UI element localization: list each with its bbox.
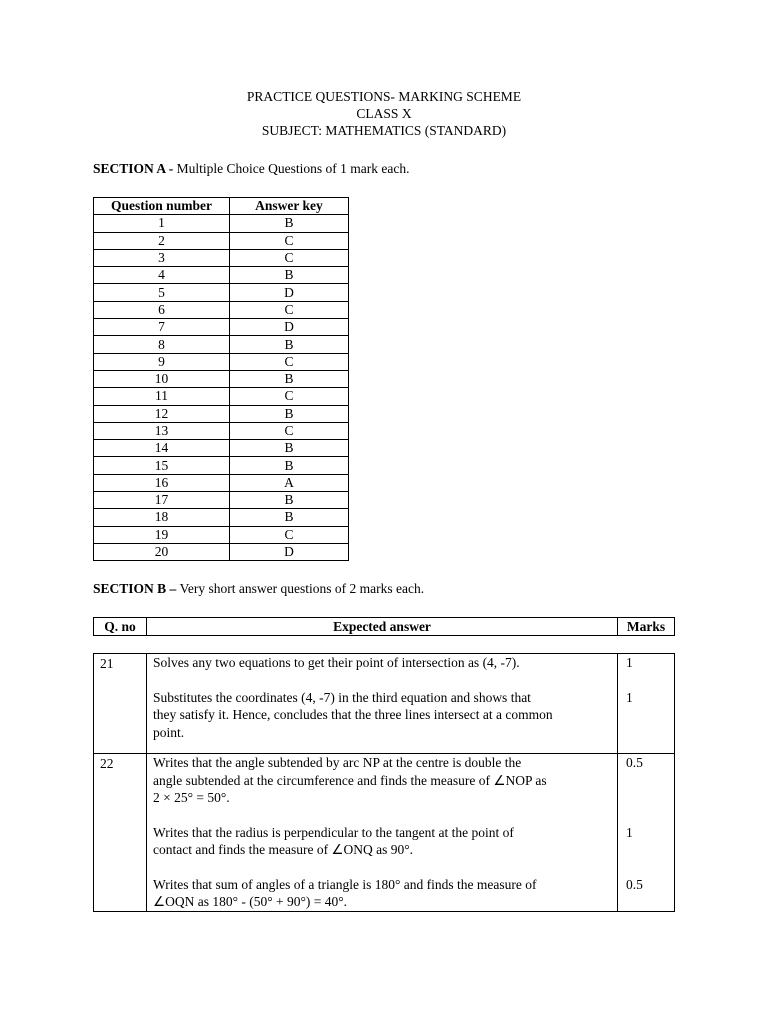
answer-key-cell: B — [230, 405, 349, 422]
question-number-cell: 13 — [94, 422, 230, 439]
marks — [618, 654, 675, 754]
question-number-cell: 17 — [94, 492, 230, 509]
answer-key-cell: B — [230, 492, 349, 509]
answer-key-cell: A — [230, 474, 349, 491]
table-row — [94, 370, 349, 387]
step-mark: 1 — [626, 824, 633, 840]
table-row — [94, 440, 349, 457]
question-number-cell: 8 — [94, 336, 230, 353]
answer-key-cell: C — [230, 249, 349, 266]
question-number-cell: 5 — [94, 284, 230, 301]
question-number-cell: 19 — [94, 526, 230, 543]
table-row — [94, 232, 349, 249]
section-b-answers-table — [93, 653, 675, 912]
answer-key-cell: C — [230, 526, 349, 543]
section-b-title — [93, 580, 424, 597]
section-a-description: Multiple Choice Questions of 1 mark each. — [176, 161, 410, 176]
table-row — [94, 249, 349, 266]
answer-key-cell: B — [230, 440, 349, 457]
table-row — [94, 215, 349, 232]
answer-key-cell: B — [230, 457, 349, 474]
table-row — [94, 457, 349, 474]
question-number-cell: 14 — [94, 440, 230, 457]
section-b-description: Very short answer questions of 2 marks each. — [179, 581, 425, 596]
table-row — [94, 474, 349, 491]
answer-key-cell: B — [230, 215, 349, 232]
question-number-cell: 10 — [94, 370, 230, 387]
table-row — [94, 543, 349, 560]
question-number-cell: 12 — [94, 405, 230, 422]
section-b-header-table — [93, 617, 675, 636]
column-header-answer-key: Answer key — [230, 198, 349, 215]
answer-key-cell: B — [230, 509, 349, 526]
question-number-cell: 11 — [94, 388, 230, 405]
marks — [618, 754, 675, 912]
question-number-cell: 6 — [94, 301, 230, 318]
question-number-cell: 7 — [94, 319, 230, 336]
question-row-21 — [94, 654, 675, 754]
header-subject: SUBJECT: MATHEMATICS (STANDARD) — [261, 123, 507, 138]
answer-step — [153, 824, 613, 859]
answer-step — [153, 689, 613, 742]
answer-key-cell: B — [230, 267, 349, 284]
table-row — [94, 405, 349, 422]
section-a-title — [93, 160, 409, 177]
table-row — [94, 388, 349, 405]
table-row — [94, 319, 349, 336]
section-b-header-row — [94, 618, 675, 636]
answer-key-table — [93, 197, 349, 561]
answer-key-cell: C — [230, 353, 349, 370]
answer-line: Writes that the radius is perpendicular to the tangent at the point of — [153, 824, 514, 840]
header-class: CLASS X — [356, 106, 412, 121]
answer-key-cell: C — [230, 388, 349, 405]
answer-key-cell: B — [230, 336, 349, 353]
question-number-cell: 4 — [94, 267, 230, 284]
table-row — [94, 422, 349, 439]
question-number-cell: 18 — [94, 509, 230, 526]
step-mark: 0.5 — [626, 876, 643, 892]
answer-key-header-row — [94, 198, 349, 215]
answer-line: angle subtended at the circumference and finds the measure of ∠NOP as — [153, 772, 547, 788]
answer-line: they satisfy it. Hence, concludes that the three lines intersect at a common — [153, 707, 553, 722]
question-number-cell: 3 — [94, 249, 230, 266]
answer-line: ∠OQN as 180° - (50° + 90°) = 40°. — [153, 894, 348, 909]
column-header-qno: Q. no — [94, 618, 147, 636]
header-title: PRACTICE QUESTIONS- MARKING SCHEME — [246, 89, 522, 104]
answer-line: point. — [153, 724, 185, 740]
answer-line: Writes that sum of angles of a triangle is 180° and finds the measure of — [153, 876, 537, 892]
answer-key-cell: C — [230, 422, 349, 439]
section-a-label: SECTION A - — [93, 161, 177, 176]
question-number-cell: 15 — [94, 457, 230, 474]
table-row — [94, 267, 349, 284]
table-row — [94, 284, 349, 301]
column-header-question-number: Question number — [94, 198, 230, 215]
question-number-cell: 16 — [94, 474, 230, 491]
answer-line: Solves any two equations to get their point of intersection as (4, -7). — [153, 655, 520, 670]
section-b-label: SECTION B – — [93, 581, 180, 596]
expected-answer — [147, 654, 618, 754]
step-mark: 1 — [626, 689, 633, 705]
step-mark: 1 — [626, 655, 633, 670]
answer-step — [153, 876, 613, 911]
expected-answer — [147, 754, 618, 912]
question-number-cell: 9 — [94, 353, 230, 370]
answer-key-cell: D — [230, 543, 349, 560]
column-header-marks: Marks — [618, 618, 675, 636]
question-number-cell: 2 — [94, 232, 230, 249]
step-mark: 0.5 — [626, 755, 643, 770]
answer-key-body — [94, 215, 349, 561]
answer-key-cell: C — [230, 301, 349, 318]
answer-line: 2 × 25° = 50°. — [153, 790, 230, 805]
answer-key-cell: C — [230, 232, 349, 249]
question-number-cell: 20 — [94, 543, 230, 560]
table-row — [94, 301, 349, 318]
question-number-cell: 1 — [94, 215, 230, 232]
answer-key-cell: B — [230, 370, 349, 387]
question-number: 21 — [94, 654, 147, 754]
table-row — [94, 336, 349, 353]
document-header — [0, 88, 768, 139]
answer-key-cell: D — [230, 319, 349, 336]
answer-line: contact and finds the measure of ∠ONQ as 90°. — [153, 842, 414, 857]
question-row-22 — [94, 754, 675, 912]
answer-line: Writes that the angle subtended by arc NP at the centre is double the — [153, 755, 522, 770]
answer-key-cell: D — [230, 284, 349, 301]
answer-step — [153, 754, 613, 807]
table-row — [94, 353, 349, 370]
table-row — [94, 509, 349, 526]
column-header-expected-answer: Expected answer — [147, 618, 618, 636]
table-row — [94, 492, 349, 509]
answer-step — [153, 654, 613, 672]
answer-line: Substitutes the coordinates (4, -7) in the third equation and shows that — [153, 689, 531, 705]
question-number: 22 — [94, 754, 147, 912]
table-row — [94, 526, 349, 543]
